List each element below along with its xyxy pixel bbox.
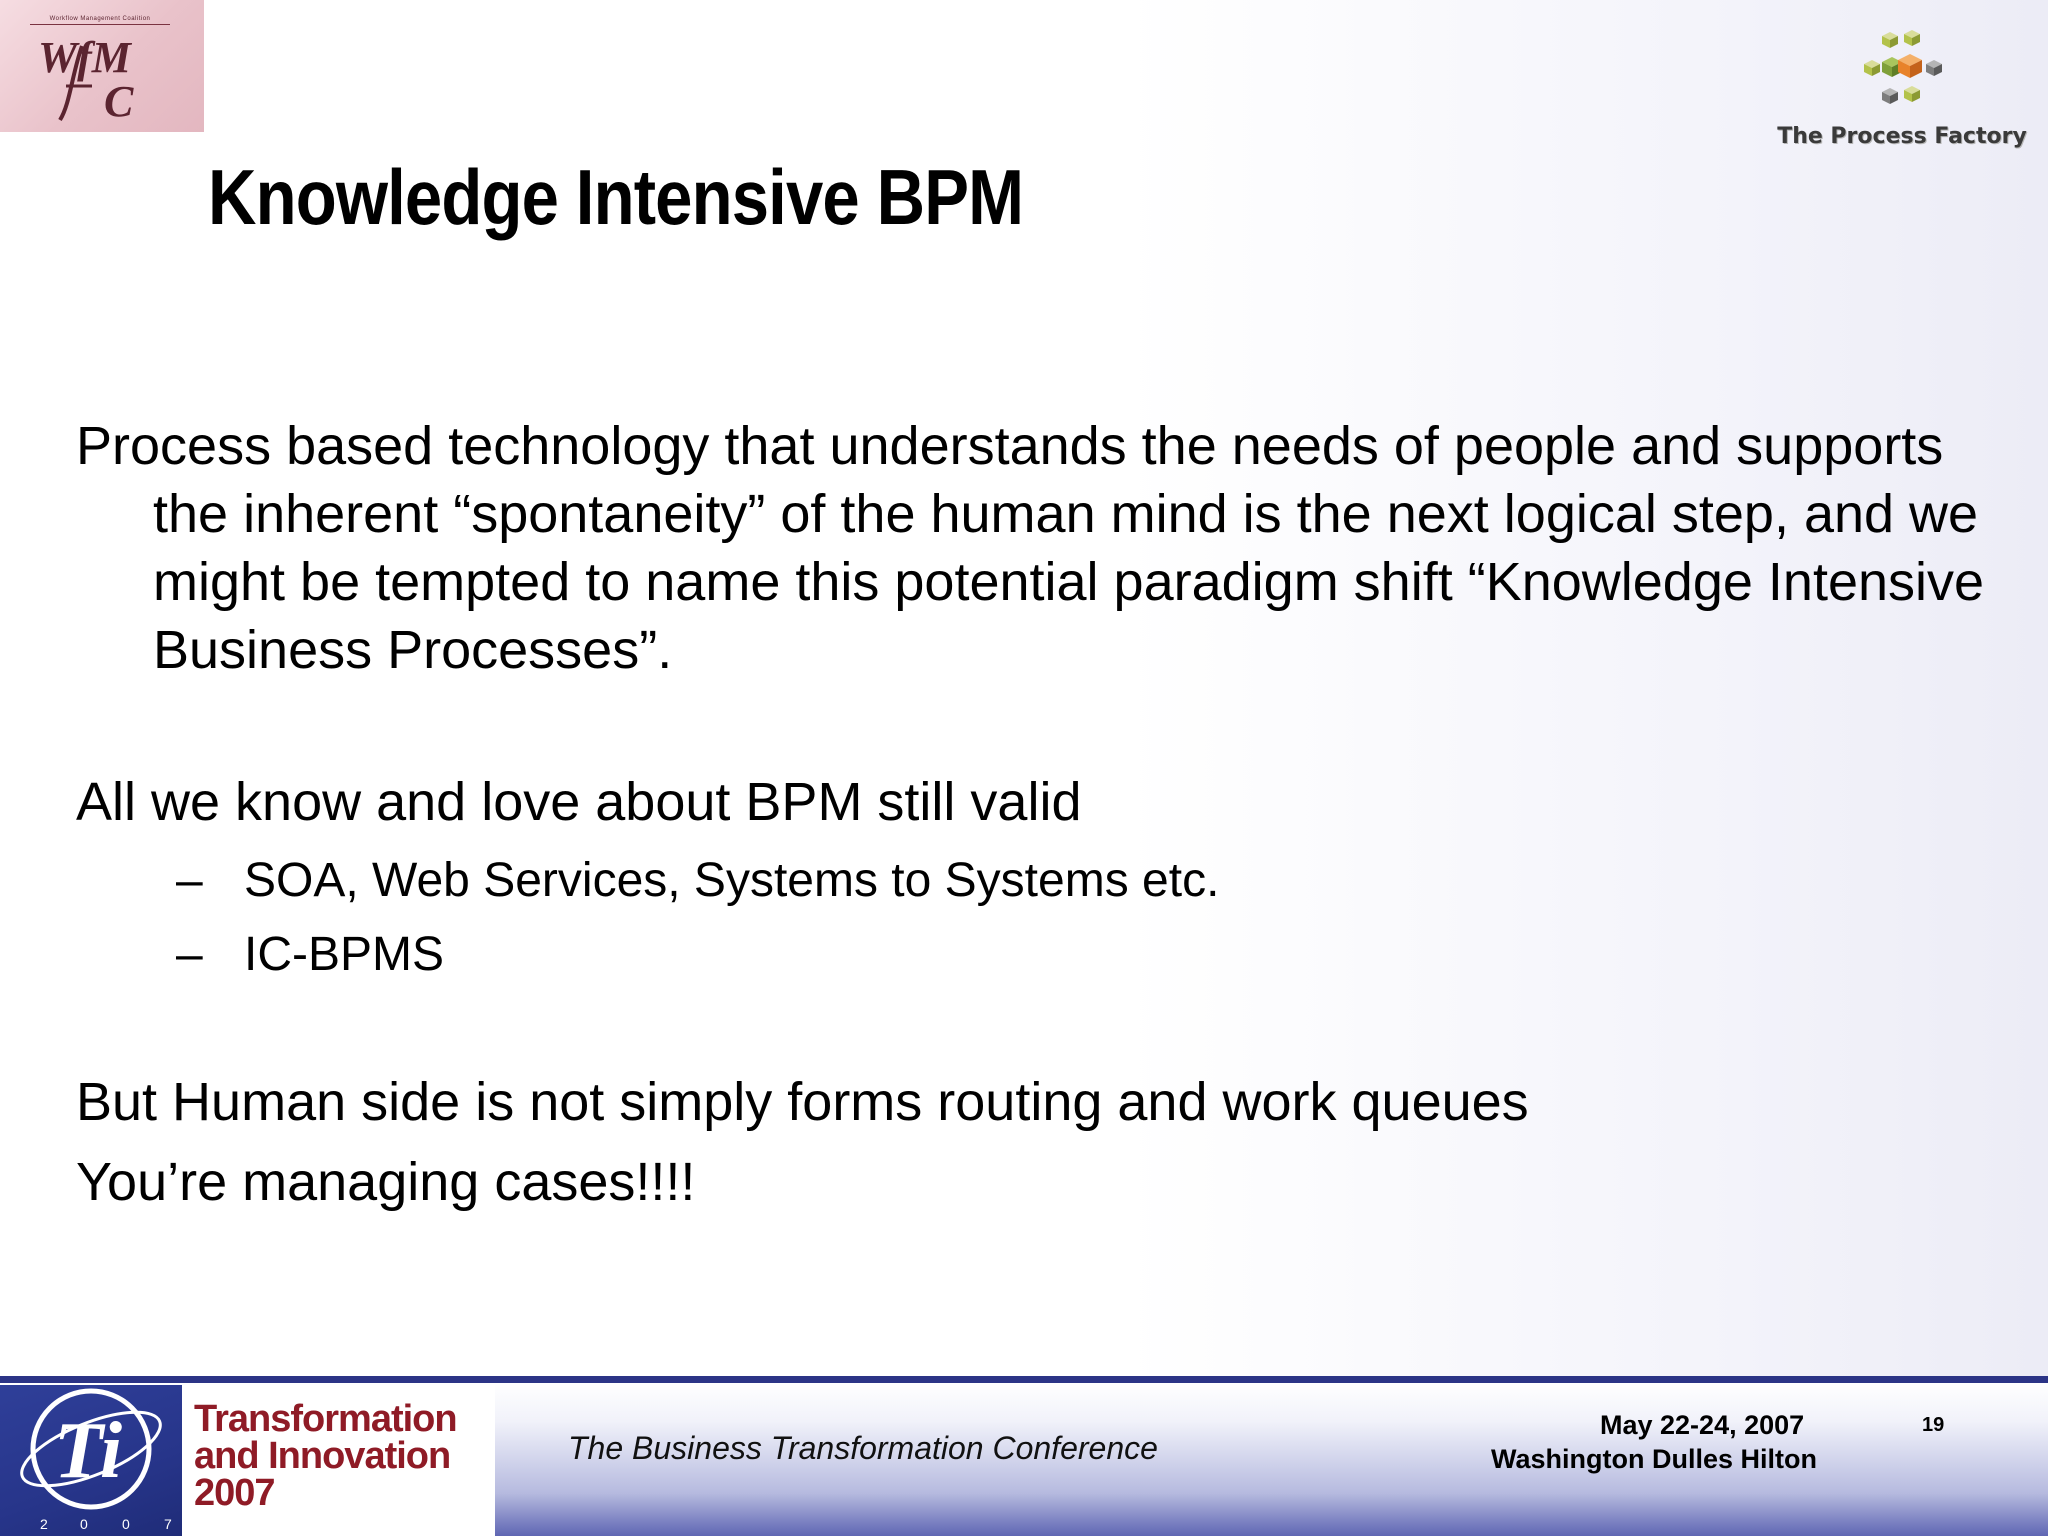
- slide-title: Knowledge Intensive BPM: [208, 153, 1024, 241]
- ti-logo-line: and Innovation: [194, 1435, 451, 1477]
- sub-bullet-item: [76, 918, 1996, 992]
- svg-text:0: 0: [80, 1516, 88, 1532]
- svg-text:7: 7: [164, 1516, 172, 1532]
- svg-text:2: 2: [40, 1516, 48, 1532]
- ti-logo-text: [194, 1398, 457, 1514]
- ti-emblem-icon: [0, 1385, 182, 1536]
- paragraph-human-side: But Human side is not simply forms routing and work queues: [76, 1072, 1529, 1132]
- dash-bullet-icon: –: [176, 928, 203, 981]
- process-factory-name: The Process Factory: [1777, 124, 2027, 149]
- svg-text:C: C: [104, 77, 134, 126]
- slide-footer: [0, 1376, 2048, 1536]
- conference-date: May 22-24, 2007: [1600, 1410, 1805, 1440]
- wfmc-logo-caption: Workflow Management Coalition: [30, 16, 170, 25]
- paragraph-managing-cases: You’re managing cases!!!!: [76, 1152, 696, 1212]
- svg-text:WfM: WfM: [38, 33, 131, 82]
- conference-name: The Business Transformation Conference: [568, 1430, 1158, 1466]
- sub-bullet-list: [76, 844, 1996, 992]
- wfmc-logo: [0, 0, 204, 132]
- conference-venue: Washington Dulles Hilton: [1491, 1444, 1817, 1474]
- page-number: 19: [1922, 1414, 1945, 1436]
- paragraph-bpm-still-valid: All we know and love about BPM still valid: [76, 772, 1082, 832]
- process-factory-logo: [1772, 20, 2032, 160]
- ti-logo-line: Transformation: [194, 1398, 457, 1440]
- transformation-innovation-logo: [0, 1385, 495, 1536]
- wfmc-logo-mark: [22, 24, 182, 128]
- sub-bullet-text: SOA, Web Services, Systems to Systems etc.: [244, 854, 1220, 907]
- sub-bullet-text: IC-BPMS: [244, 928, 445, 981]
- cube-cluster-icon: [1858, 24, 1954, 112]
- sub-bullet-item: [76, 844, 1996, 918]
- ti-logo-line: 2007: [194, 1472, 275, 1514]
- paragraph-process-technology: Process based technology that understands the needs of people and supports the inherent “spontaneity” of the human mind is the next logical step, and we might be tempted to name this potential paradigm shift “Knowledge Intensive Business Processes”.: [76, 416, 1985, 680]
- dash-bullet-icon: –: [176, 854, 203, 907]
- footer-divider: [0, 1376, 2048, 1383]
- svg-text:Ti: Ti: [54, 1407, 123, 1495]
- slide-body: [76, 412, 1996, 1216]
- svg-text:0: 0: [122, 1516, 130, 1532]
